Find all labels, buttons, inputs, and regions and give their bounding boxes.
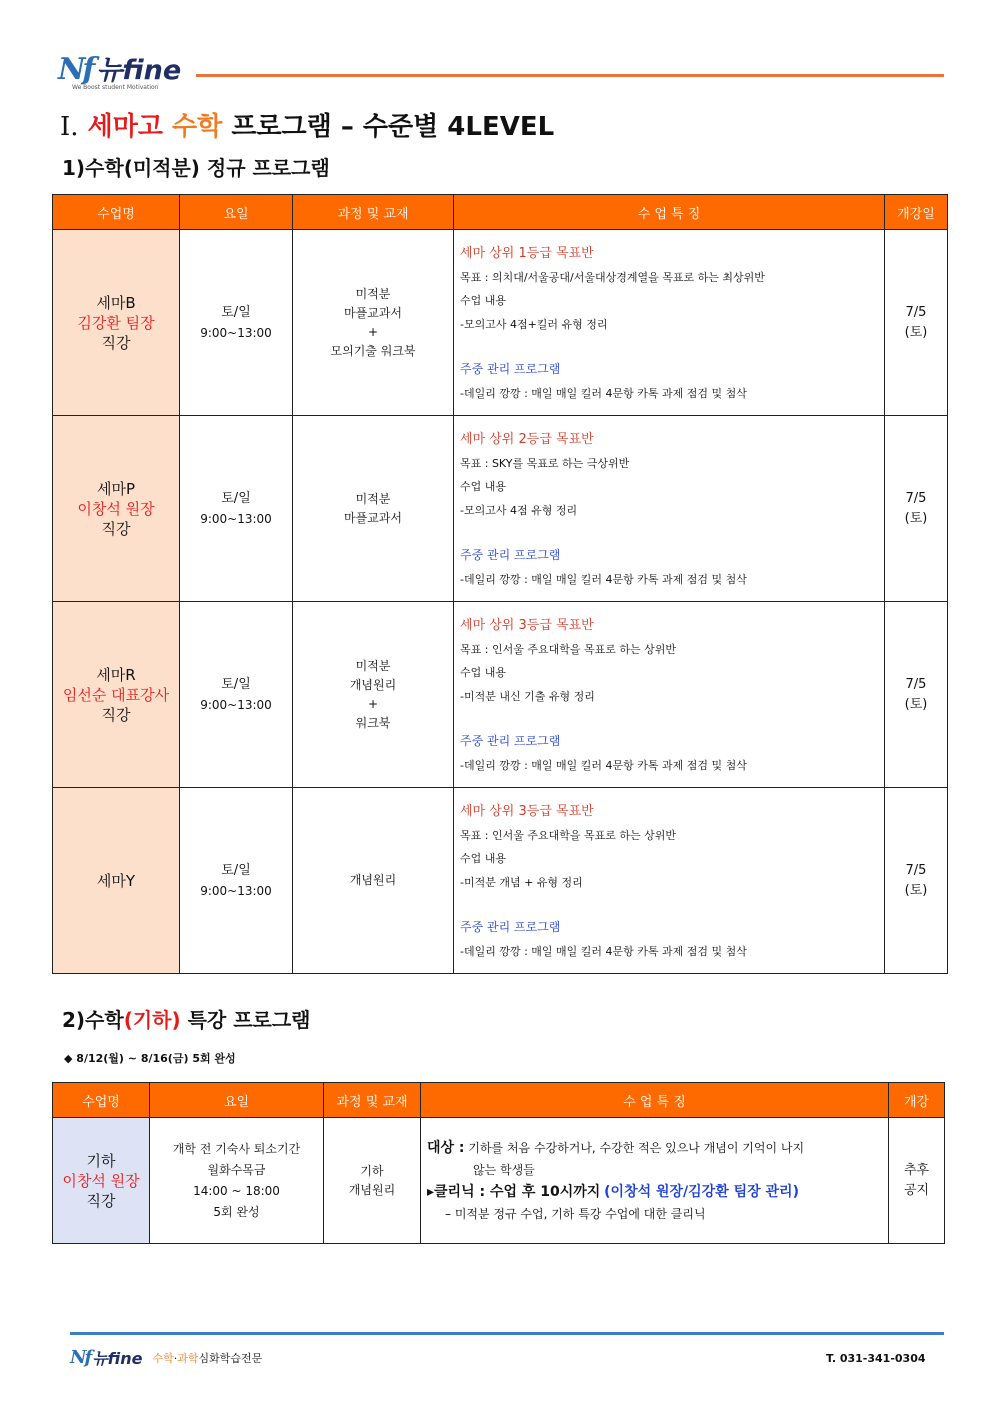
schedule-cell (180, 230, 293, 416)
teacher-role: 직강 (101, 519, 131, 538)
feature-title: 세마 상위 1등급 목표반 (460, 246, 594, 261)
course-cell (293, 416, 454, 602)
class-days: 토/일 (221, 862, 251, 878)
header-cell: 과정 및 교재 (293, 195, 454, 230)
feature-title: 세마 상위 3등급 목표반 (460, 618, 594, 633)
course-cell (293, 230, 454, 416)
mgmt-label: 주중 관리 프로그램 (460, 734, 561, 748)
start-date-day: (토) (904, 510, 928, 526)
class-days: 토/일 (221, 304, 251, 320)
header-cell: 수 업 특 징 (454, 195, 885, 230)
schedule-line: 월화수목금 (207, 1162, 266, 1177)
course-line: 마플교과서 (344, 510, 402, 525)
table-row (53, 1118, 945, 1244)
feature-goal: 목표 : 인서울 주요대학을 목표로 하는 상위반 (460, 828, 676, 842)
section2-title-b: (기하) (123, 1008, 181, 1032)
course-line: 개념원리 (349, 677, 397, 692)
feature-cell (454, 416, 885, 602)
teacher-name: 이창석 원장 (77, 499, 155, 518)
class-time: 9:00~13:00 (200, 697, 272, 712)
teacher-name: 임선순 대표강사 (62, 685, 170, 704)
header-cell: 수업명 (53, 195, 180, 230)
mgmt-label: 주중 관리 프로그램 (460, 920, 561, 934)
feature-goal: 목표 : 의치대/서울공대/서울대상경계열을 목표로 하는 최상위반 (460, 270, 765, 284)
course-line: + (367, 324, 379, 339)
target-line (427, 1137, 882, 1159)
footer-logo-mark: Nf (70, 1347, 91, 1368)
mgmt-text: -데일리 깡깡 : 매일 매일 킬러 4문항 카톡 과제 점검 및 첨삭 (460, 386, 747, 400)
header-cell: 요일 (180, 195, 293, 230)
content-label: 수업 내용 (460, 852, 507, 865)
class-name-cell (53, 230, 180, 416)
teacher-role: 직강 (86, 1191, 116, 1210)
header-cell: 과정 및 교재 (324, 1083, 421, 1118)
regular-program-table (52, 194, 948, 974)
class-name-cell (53, 1118, 150, 1244)
content-text: -모의고사 4점 유형 정리 (460, 503, 578, 517)
teacher-role: 직강 (101, 705, 131, 724)
class-name: 세마B (96, 293, 136, 312)
footer-sub-d: 심화학습전문 (198, 1351, 263, 1365)
class-days: 토/일 (221, 676, 251, 692)
start-date-cell (885, 230, 948, 416)
course-line: 마플교과서 (344, 305, 402, 320)
schedule-cell (150, 1118, 324, 1244)
footer-logo-text: 뉴fine (92, 1349, 143, 1368)
content-text: -미적분 내신 기출 유형 정리 (460, 689, 595, 703)
footer-sub-b: · (173, 1351, 178, 1365)
class-name: 세마R (96, 665, 136, 684)
table-header-row (53, 1083, 945, 1118)
logo-mark: Nf (58, 52, 93, 87)
footer-sub-c: 과학 (177, 1351, 199, 1365)
course-line: 미적분 (355, 491, 391, 506)
section2-title (62, 1004, 310, 1033)
footer-divider (70, 1332, 944, 1335)
start-date: 7/5 (905, 304, 927, 320)
clinic-label: ▸클리닉 : 수업 후 10시까지 (427, 1183, 601, 1200)
start-date-cell (885, 788, 948, 974)
course-line: 모의기출 워크북 (330, 343, 416, 358)
mgmt-text: -데일리 깡깡 : 매일 매일 킬러 4문항 카톡 과제 점검 및 첨삭 (460, 944, 747, 958)
start-date-cell (889, 1118, 945, 1244)
feature-cell (454, 788, 885, 974)
header-divider (196, 74, 944, 77)
class-time: 9:00~13:00 (200, 883, 272, 898)
class-name-cell (53, 788, 180, 974)
course-cell (293, 602, 454, 788)
start-date-day: (토) (904, 324, 928, 340)
section2-title-c: 특강 프로그램 (187, 1008, 311, 1032)
class-days: 토/일 (221, 490, 251, 506)
class-name: 세마P (96, 479, 136, 498)
logo-text: 뉴fine (96, 55, 182, 86)
brand-logo (58, 48, 182, 91)
content-label: 수업 내용 (460, 294, 507, 307)
content-text: -미적분 개념 + 유형 정리 (460, 875, 583, 889)
feature-goal: 목표 : SKY를 목표로 하는 극상위반 (460, 456, 630, 470)
header-cell: 수업명 (53, 1083, 150, 1118)
course-line: 개념원리 (348, 1182, 396, 1197)
section2-title-a: 2)수학 (62, 1008, 124, 1032)
clinic-note: – 미적분 정규 수업, 기하 특강 수업에 대한 클리닉 (445, 1206, 706, 1221)
schedule-cell (180, 416, 293, 602)
class-time: 9:00~13:00 (200, 325, 272, 340)
teacher-name: 이창석 원장 (62, 1171, 140, 1190)
class-time: 9:00~13:00 (200, 511, 272, 526)
mgmt-text: -데일리 깡깡 : 매일 매일 킬러 4문항 카톡 과제 점검 및 첨삭 (460, 572, 747, 586)
header-cell: 개강 (889, 1083, 945, 1118)
start-date-day: (토) (904, 696, 928, 712)
table-row (53, 416, 948, 602)
clinic-managers: (이창석 원장/김강환 팀장 관리) (604, 1183, 799, 1200)
header-cell: 개강일 (885, 195, 948, 230)
feature-cell (454, 602, 885, 788)
start-date-day: (토) (904, 882, 928, 898)
start-date: 7/5 (905, 862, 927, 878)
schedule-line: 5회 완성 (213, 1204, 260, 1219)
feature-title: 세마 상위 2등급 목표반 (460, 432, 594, 447)
teacher-role: 직강 (101, 333, 131, 352)
feature-title: 세마 상위 3등급 목표반 (460, 804, 594, 819)
footer-subtitle (153, 1350, 263, 1366)
feature-cell (454, 230, 885, 416)
start-date-cell (885, 416, 948, 602)
start-date-note: 공지 (903, 1182, 930, 1198)
title-roman: Ⅰ. (60, 112, 79, 142)
feature-goal: 목표 : 인서울 주요대학을 목표로 하는 상위반 (460, 642, 676, 656)
header-cell: 수 업 특 징 (421, 1083, 889, 1118)
feature-cell (421, 1118, 889, 1244)
content-label: 수업 내용 (460, 480, 507, 493)
table-row (53, 788, 948, 974)
schedule-cell (180, 788, 293, 974)
page-title (60, 106, 554, 143)
class-name: 세마Y (96, 871, 136, 890)
table-row (53, 230, 948, 416)
start-date: 추후 (903, 1162, 930, 1178)
class-name-cell (53, 602, 180, 788)
mgmt-text: -데일리 깡깡 : 매일 매일 킬러 4문항 카톡 과제 점검 및 첨삭 (460, 758, 747, 772)
table-row (53, 602, 948, 788)
logo-tagline: We Boost student Motivation (72, 84, 159, 91)
footer-sub-a: 수학 (152, 1351, 174, 1365)
mgmt-label: 주중 관리 프로그램 (460, 548, 561, 562)
schedule-line: 개학 전 기숙사 퇴소기간 (172, 1141, 301, 1156)
course-line: 워크북 (355, 715, 391, 730)
special-period-note: ◆ 8/12(월) ~ 8/16(금) 5회 완성 (64, 1052, 236, 1065)
clinic-line (427, 1181, 882, 1203)
target-label: 대상 : (427, 1139, 465, 1156)
content-text: -모의고사 4점+킬러 유형 정리 (460, 317, 608, 331)
class-name-cell (53, 416, 180, 602)
mgmt-label: 주중 관리 프로그램 (460, 362, 561, 376)
schedule-cell (180, 602, 293, 788)
target-text-cont: 않는 학생들 (473, 1162, 535, 1177)
start-date-cell (885, 602, 948, 788)
course-cell (324, 1118, 421, 1244)
course-line: 미적분 (355, 286, 391, 301)
target-text: 기하를 처음 수강하거나, 수강한 적은 있으나 개념이 기억이 나지 (468, 1140, 805, 1155)
title-rest: 프로그램 – 수준별 4LEVEL (231, 112, 555, 142)
section1-title: 1)수학(미적분) 정규 프로그램 (62, 156, 330, 180)
footer-logo (70, 1346, 262, 1369)
course-cell (293, 788, 454, 974)
footer-phone: T. 031-341-0304 (826, 1352, 926, 1365)
course-line: 기하 (360, 1163, 384, 1178)
title-school: 세마고 (87, 112, 163, 142)
course-line: 개념원리 (349, 873, 397, 887)
class-name: 기하 (86, 1151, 116, 1170)
content-label: 수업 내용 (460, 666, 507, 679)
schedule-line: 14:00 ~ 18:00 (193, 1183, 280, 1198)
header-cell: 요일 (150, 1083, 324, 1118)
title-subject: 수학 (172, 112, 223, 142)
course-line: 미적분 (355, 658, 391, 673)
start-date: 7/5 (905, 490, 927, 506)
start-date: 7/5 (905, 676, 927, 692)
special-program-table (52, 1082, 945, 1244)
teacher-name: 김강환 팀장 (77, 313, 155, 332)
table-header-row (53, 195, 948, 230)
course-line: + (367, 696, 379, 711)
